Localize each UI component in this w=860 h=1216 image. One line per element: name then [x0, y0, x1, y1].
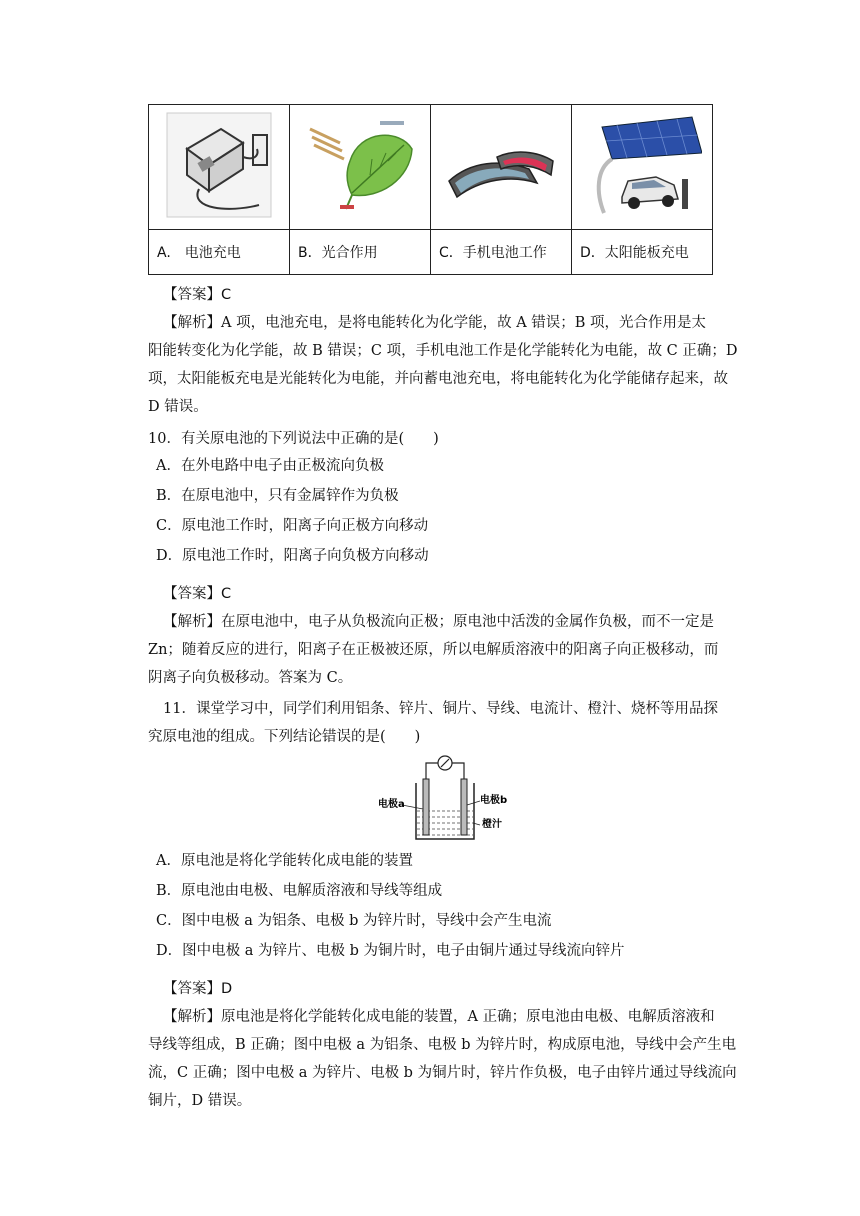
option-d-label: D．太阳能板充电 — [572, 230, 713, 275]
leaf-photosynthesis-icon — [300, 109, 420, 221]
q11-option-a: A．原电池是将化学能转化成电能的装置 — [156, 853, 413, 869]
q9-answer: 【答案】C — [163, 287, 232, 303]
q9-analysis-line-1: 【解析】A 项，电池充电，是将电能转化为化学能，故 A 错误；B 项，光合作用是太 — [163, 315, 707, 331]
flexible-phone-icon — [441, 109, 561, 221]
q10-option-a: A．在外电路中电子由正极流向负极 — [156, 458, 384, 474]
label-electrode-a: 电极a — [378, 799, 405, 810]
q10-analysis-line-2: Zn；随着反应的进行，阳离子在正极被还原，所以电解质溶液中的阳离子向正极移动，而 — [148, 642, 719, 658]
option-b-image — [290, 105, 431, 230]
q9-analysis-line-3: 项，太阳能板充电是光能转化为电能，并向蓄电池充电，将电能转化为化学能储存起来，故 — [148, 371, 728, 387]
q10-stem: 10．有关原电池的下列说法中正确的是( ) — [148, 431, 439, 447]
q9-analysis-line-2: 阳能转变化为化学能，故 B 错误；C 项，手机电池工作是化学能转化为电能，故 C 正确；D — [148, 343, 738, 359]
solar-carport-icon — [582, 109, 702, 221]
option-a-label: A. 电池充电 — [149, 230, 290, 275]
q11-analysis-line-3: 流，C 正确；图中电极 a 为锌片、电极 b 为铜片时，锌片作负极，电子由锌片通过导线流向 — [148, 1065, 737, 1081]
option-b-label: B．光合作用 — [290, 230, 431, 275]
q11-analysis-line-1: 【解析】原电池是将化学能转化成电能的装置，A 正确；原电池由电极、电解质溶液和 — [163, 1009, 715, 1025]
q10-option-b: B．在原电池中，只有金属锌作为负极 — [156, 488, 399, 504]
option-c-label: C．手机电池工作 — [431, 230, 572, 275]
q11-analysis-line-2: 导线等组成，B 正确；图中电极 a 为铝条、电极 b 为锌片时，构成原电池，导线中会产生电 — [148, 1037, 737, 1053]
q10-option-d: D．原电池工作时，阳离子向负极方向移动 — [156, 548, 429, 564]
q10-answer: 【答案】C — [163, 586, 232, 602]
q10-analysis-line-3: 阴离子向负极移动。答案为 C。 — [148, 670, 353, 686]
label-electrode-b: 电极b — [480, 795, 508, 806]
q9-analysis-line-4: D 错误。 — [148, 399, 208, 415]
q11-stem-line-2: 究原电池的组成。下列结论错误的是( ) — [148, 729, 421, 745]
q11-option-d: D．图中电极 a 为锌片、电极 b 为铜片时，电子由铜片通过导线流向锌片 — [156, 943, 625, 959]
q10-analysis-line-1: 【解析】在原电池中，电子从负极流向正极；原电池中活泼的金属作负极，而不一定是 — [163, 614, 714, 630]
q11-answer: 【答案】D — [163, 981, 233, 997]
q11-option-c: C．图中电极 a 为铝条、电极 b 为锌片时，导线中会产生电流 — [156, 913, 552, 929]
galvanic-cell-figure — [370, 753, 520, 845]
q11-option-b: B．原电池由电极、电解质溶液和导线等组成 — [156, 883, 443, 899]
option-c-image — [431, 105, 572, 230]
option-a-image — [149, 105, 290, 230]
q9-options-table — [148, 104, 713, 275]
q10-option-c: C．原电池工作时，阳离子向正极方向移动 — [156, 518, 429, 534]
battery-charger-icon — [159, 109, 279, 221]
label-orange-juice: 橙汁 — [482, 819, 502, 830]
q11-analysis-line-4: 铜片，D 错误。 — [148, 1093, 252, 1109]
q11-stem-line-1: 11．课堂学习中，同学们利用铝条、锌片、铜片、导线、电流计、橙汁、烧杯等用品探 — [163, 701, 718, 717]
option-d-image — [572, 105, 713, 230]
